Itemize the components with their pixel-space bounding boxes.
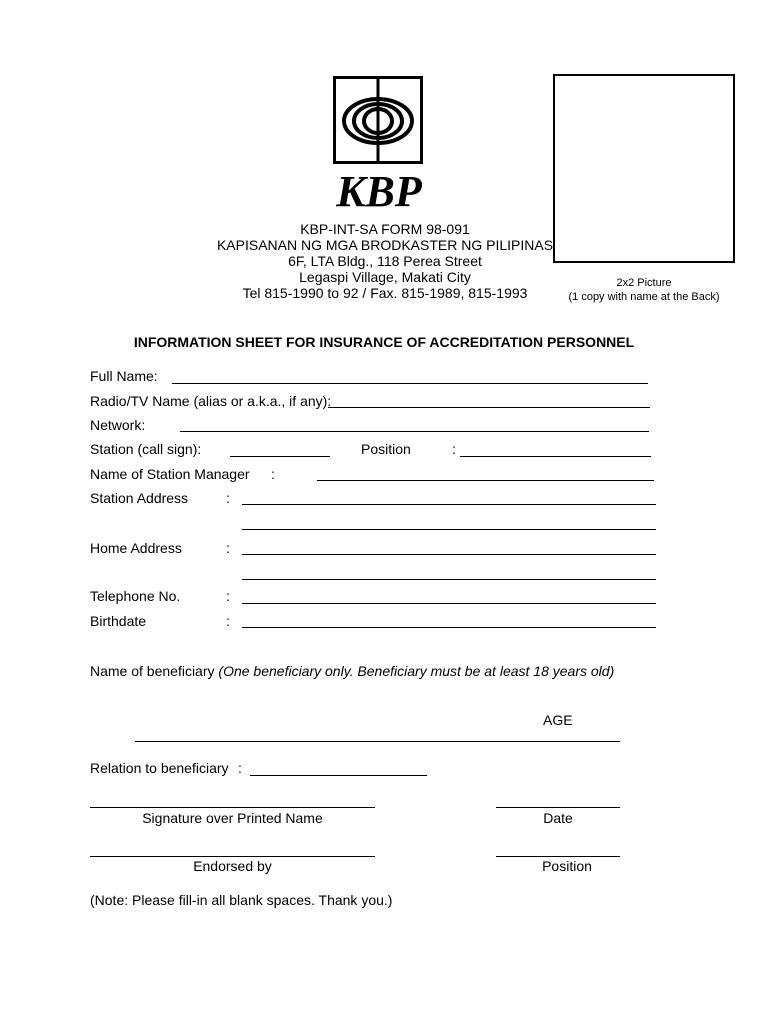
home-address-field-line-2[interactable]	[242, 579, 656, 580]
station-field[interactable]	[230, 456, 330, 457]
beneficiary-label: Name of beneficiary	[90, 663, 215, 679]
full-name-field[interactable]	[172, 383, 648, 384]
radio-tv-name-field[interactable]	[328, 407, 650, 408]
home-address-label: Home Address	[90, 540, 182, 556]
position-field[interactable]	[460, 456, 651, 457]
telephone-field[interactable]	[242, 603, 656, 604]
photo-caption-size: 2x2 Picture	[616, 277, 672, 289]
station-label: Station (call sign):	[90, 441, 202, 457]
birthdate-label: Birthdate	[90, 613, 147, 629]
station-manager-label: Name of Station Manager	[90, 466, 250, 482]
photo-caption	[553, 276, 735, 304]
birthdate-colon: :	[226, 613, 230, 629]
position-label: Position	[361, 441, 411, 457]
station-manager-field[interactable]	[317, 480, 654, 481]
org-header	[200, 221, 570, 301]
station-address-field-line-1[interactable]	[242, 504, 656, 505]
station-address-colon: :	[226, 490, 230, 506]
kbp-logo-text	[333, 168, 425, 212]
signature-field[interactable]	[90, 807, 375, 808]
kbp-logo-emblem	[333, 76, 423, 164]
address-line-1: 6F, LTA Bldg., 118 Perea Street	[288, 253, 482, 269]
endorsed-by-field[interactable]	[90, 856, 375, 857]
address-line-2: Legaspi Village, Makati City	[299, 269, 471, 285]
beneficiary-name-age-field[interactable]	[135, 741, 620, 742]
telephone-label: Telephone No.	[90, 588, 181, 604]
signature-label: Signature over Printed Name	[142, 810, 323, 826]
station-manager-colon: :	[271, 466, 275, 482]
station-address-label: Station Address	[90, 490, 189, 506]
date-label: Date	[543, 810, 573, 826]
network-label: Network:	[90, 417, 146, 433]
logo-wordmark: KBP	[336, 168, 422, 212]
birthdate-field[interactable]	[242, 627, 656, 628]
photo-placeholder-box	[553, 74, 735, 263]
form-code: KBP-INT-SA FORM 98-091	[300, 221, 470, 237]
beneficiary-line	[90, 663, 614, 679]
relation-colon: :	[238, 760, 242, 776]
footer-note: (Note: Please fill-in all blank spaces. Thank you.)	[90, 892, 393, 908]
position-colon: :	[452, 441, 456, 457]
rings-icon	[336, 79, 420, 161]
full-name-label: Full Name:	[90, 368, 158, 384]
network-field[interactable]	[180, 431, 649, 432]
photo-caption-note: (1 copy with name at the Back)	[568, 291, 720, 303]
age-label: AGE	[543, 712, 573, 728]
date-field[interactable]	[496, 807, 620, 808]
station-address-field-line-2[interactable]	[242, 529, 656, 530]
form-title: INFORMATION SHEET FOR INSURANCE OF ACCREDITATION PERSONNEL	[133, 334, 635, 350]
org-name: KAPISANAN NG MGA BRODKASTER NG PILIPINAS	[216, 237, 554, 253]
home-address-colon: :	[226, 540, 230, 556]
relation-field[interactable]	[250, 775, 427, 776]
relation-label: Relation to beneficiary	[90, 760, 229, 776]
endorser-position-label: Position	[542, 858, 592, 874]
endorser-position-field[interactable]	[496, 856, 620, 857]
beneficiary-note: (One beneficiary only. Beneficiary must be at least 18 years old)	[218, 663, 615, 679]
radio-tv-name-label: Radio/TV Name (alias or a.k.a., if any):	[90, 393, 332, 409]
home-address-field-line-1[interactable]	[242, 554, 656, 555]
contact-line: Tel 815-1990 to 92 / Fax. 815-1989, 815-1993	[242, 285, 528, 301]
telephone-colon: :	[226, 588, 230, 604]
endorsed-by-label: Endorsed by	[193, 858, 272, 874]
